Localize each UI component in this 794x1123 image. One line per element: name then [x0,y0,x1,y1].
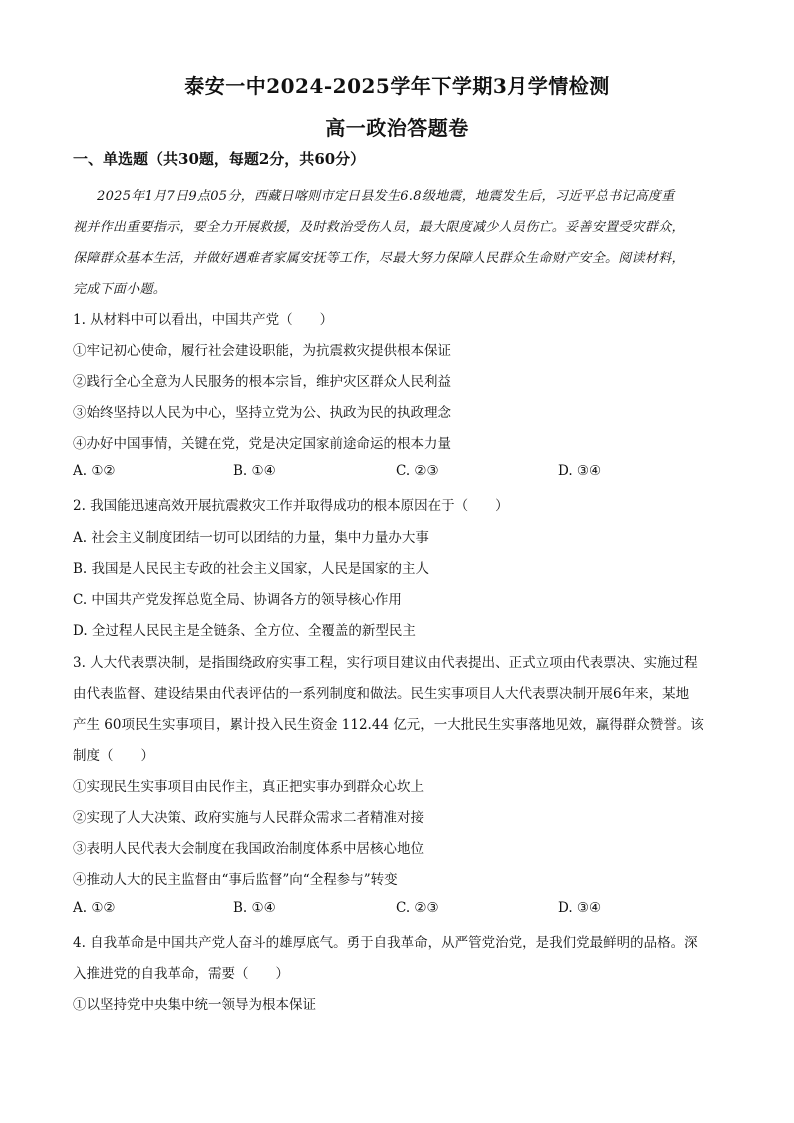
question-3-choice-b[interactable]: B. ①④ [233,900,276,916]
question-3-stem-line: 由代表监督、建设结果由代表评估的一系列制度和做法。民生实事项目人大代表票决制开展6年来，某地 [73,686,690,702]
question-3-item: ③表明人民代表大会制度在我国政治制度体系中居核心地位 [73,841,424,857]
question-1-item: ①牢记初心使命，履行社会建设职能，为抗震救灾提供根本保证 [73,343,451,359]
question-3-choice-c[interactable]: C. ②③ [396,900,439,916]
question-1-choice-a[interactable]: A. ①② [73,463,116,479]
exam-subtitle: 高一政治答题卷 [325,116,469,140]
question-3-choice-d[interactable]: D. ③④ [558,900,602,916]
material-line: 保障群众基本生活，并做好遇难者家属安抚等工作，尽最大努力保障人民群众生命财产安全。阅读材料， [73,251,685,266]
question-3-item: ④推动人大的民主监督由“事后监督”向“全程参与”转变 [73,872,398,888]
question-1-item: ②践行全心全意为人民服务的根本宗旨，维护灾区群众人民利益 [73,374,451,390]
question-3-stem-line: 3. 人大代表票决制，是指围绕政府实事工程，实行项目建议由代表提出、正式立项由代表票决、实施过程 [73,655,698,671]
material-line: 视并作出重要指示，要全力开展救援，及时救治受伤人员，最大限度减少人员伤亡。妥善安置受灾群众， [73,220,685,235]
question-1-stem: 1. 从材料中可以看出，中国共产党（ ） [73,312,334,328]
question-4-item: ①以坚持党中央集中统一领导为根本保证 [73,997,316,1013]
question-2-stem: 2. 我国能迅速高效开展抗震救灾工作并取得成功的根本原因在于（ ） [73,498,509,514]
question-3-stem-line: 产生 60项民生实事项目，累计投入民生资金 112.44 亿元，一大批民生实事落地见效，赢得群众赞誉。该 [73,717,704,733]
question-1-item: ④办好中国事情，关键在党，党是决定国家前途命运的根本力量 [73,436,451,452]
question-2-option-d[interactable]: D. 全过程人民民主是全链条、全方位、全覆盖的新型民主 [73,623,416,639]
question-3-choice-a[interactable]: A. ①② [73,900,116,916]
question-3-stem-line: 制度（ ） [73,748,154,764]
question-2-option-c[interactable]: C. 中国共产党发挥总览全局、协调各方的领导核心作用 [73,592,402,608]
material-line: 2025年1月7日9点05分，西藏日喀则市定日县发生6.8级地震，地震发生后，习近平总书记高度重 [97,189,675,204]
question-2-option-b[interactable]: B. 我国是人民民主专政的社会主义国家，人民是国家的主人 [73,561,430,577]
question-3-item: ②实现了人大决策、政府实施与人民群众需求二者精准对接 [73,810,424,826]
question-2-option-a[interactable]: A. 社会主义制度团结一切可以团结的力量，集中力量办大事 [73,530,429,546]
material-line: 完成下面小题。 [73,282,167,297]
question-4-stem-line: 入推进党的自我革命，需要（ ） [73,966,289,982]
section-heading: 一、单选题（共30题，每题2分，共60分） [73,150,366,168]
exam-title: 泰安一中2024-2025学年下学期3月学情检测 [184,74,610,98]
question-1-choice-d[interactable]: D. ③④ [558,463,602,479]
question-3-item: ①实现民生实事项目由民作主，真正把实事办到群众心坎上 [73,779,424,795]
question-1-item: ③始终坚持以人民为中心，坚持立党为公、执政为民的执政理念 [73,405,451,421]
question-1-choice-c[interactable]: C. ②③ [396,463,439,479]
question-4-stem-line: 4. 自我革命是中国共产党人奋斗的雄厚底气。勇于自我革命，从严管党治党，是我们党最鲜明的品格。深 [73,935,698,951]
question-1-choice-b[interactable]: B. ①④ [233,463,276,479]
